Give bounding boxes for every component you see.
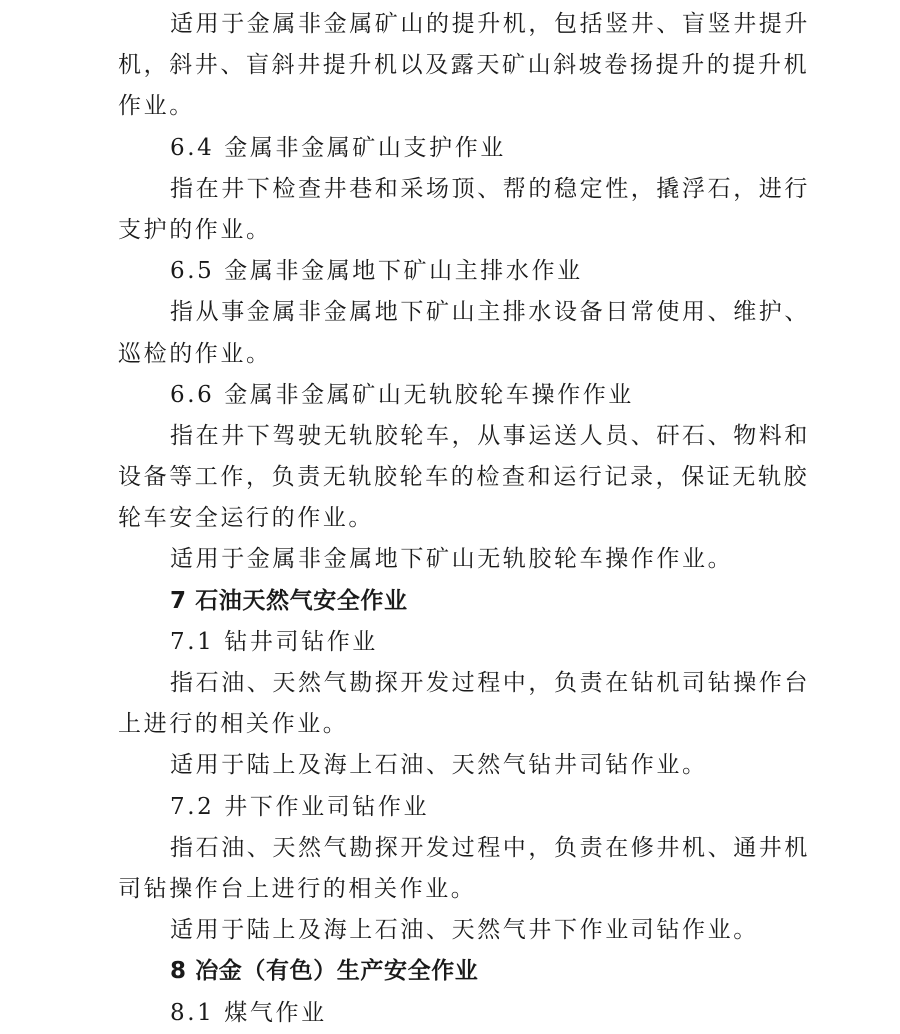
section-heading: 8 冶金（有色）生产安全作业 [170, 958, 479, 985]
para-line: 指石油、天然气勘探开发过程中，负责在修井机、通井机 [170, 834, 810, 861]
para-line: 设备等工作，负责无轨胶轮车的检查和运行记录，保证无轨胶 [118, 464, 810, 491]
para-line: 适用于陆上及海上石油、天然气钻井司钻作业。 [170, 752, 708, 779]
para-line: 指石油、天然气勘探开发过程中，负责在钻机司钻操作台 [170, 670, 810, 696]
para-line: 指在井下检查井巷和采场顶、帮的稳定性，撬浮石，进行 [170, 175, 810, 202]
para-line: 指在井下驾驶无轨胶轮车，从事运送人员、矸石、物料和 [170, 422, 810, 449]
para-line: 作业。 [118, 93, 195, 120]
para-line: 适用于金属非金属地下矿山无轨胶轮车操作作业。 [170, 546, 734, 573]
para-line: 巡检的作业。 [118, 340, 272, 367]
section-subheading: 7.2 井下作业司钻作业 [170, 793, 430, 820]
para-line: 轮车安全运行的作业。 [118, 505, 374, 532]
section-heading: 7 石油天然气安全作业 [170, 587, 408, 614]
para-line: 机，斜井、盲斜井提升机以及露天矿山斜坡卷扬提升的提升机 [118, 52, 810, 79]
section-subheading: 7.1 钻井司钻作业 [170, 628, 378, 655]
para-line: 适用于金属非金属矿山的提升机，包括竖井、盲竖井提升 [170, 11, 810, 37]
para-line: 司钻操作台上进行的相关作业。 [118, 875, 477, 902]
section-subheading: 6.5 金属非金属地下矿山主排水作业 [170, 258, 583, 285]
para-line: 适用于陆上及海上石油、天然气井下作业司钻作业。 [170, 917, 759, 944]
section-subheading: 6.4 金属非金属矿山支护作业 [170, 134, 506, 161]
section-subheading: 6.6 金属非金属矿山无轨胶轮车操作作业 [170, 381, 634, 408]
section-subheading: 8.1 煤气作业 [170, 999, 327, 1026]
para-line: 支护的作业。 [118, 216, 272, 243]
para-line: 上进行的相关作业。 [118, 711, 349, 738]
para-line: 指从事金属非金属地下矿山主排水设备日常使用、维护、 [170, 299, 810, 326]
